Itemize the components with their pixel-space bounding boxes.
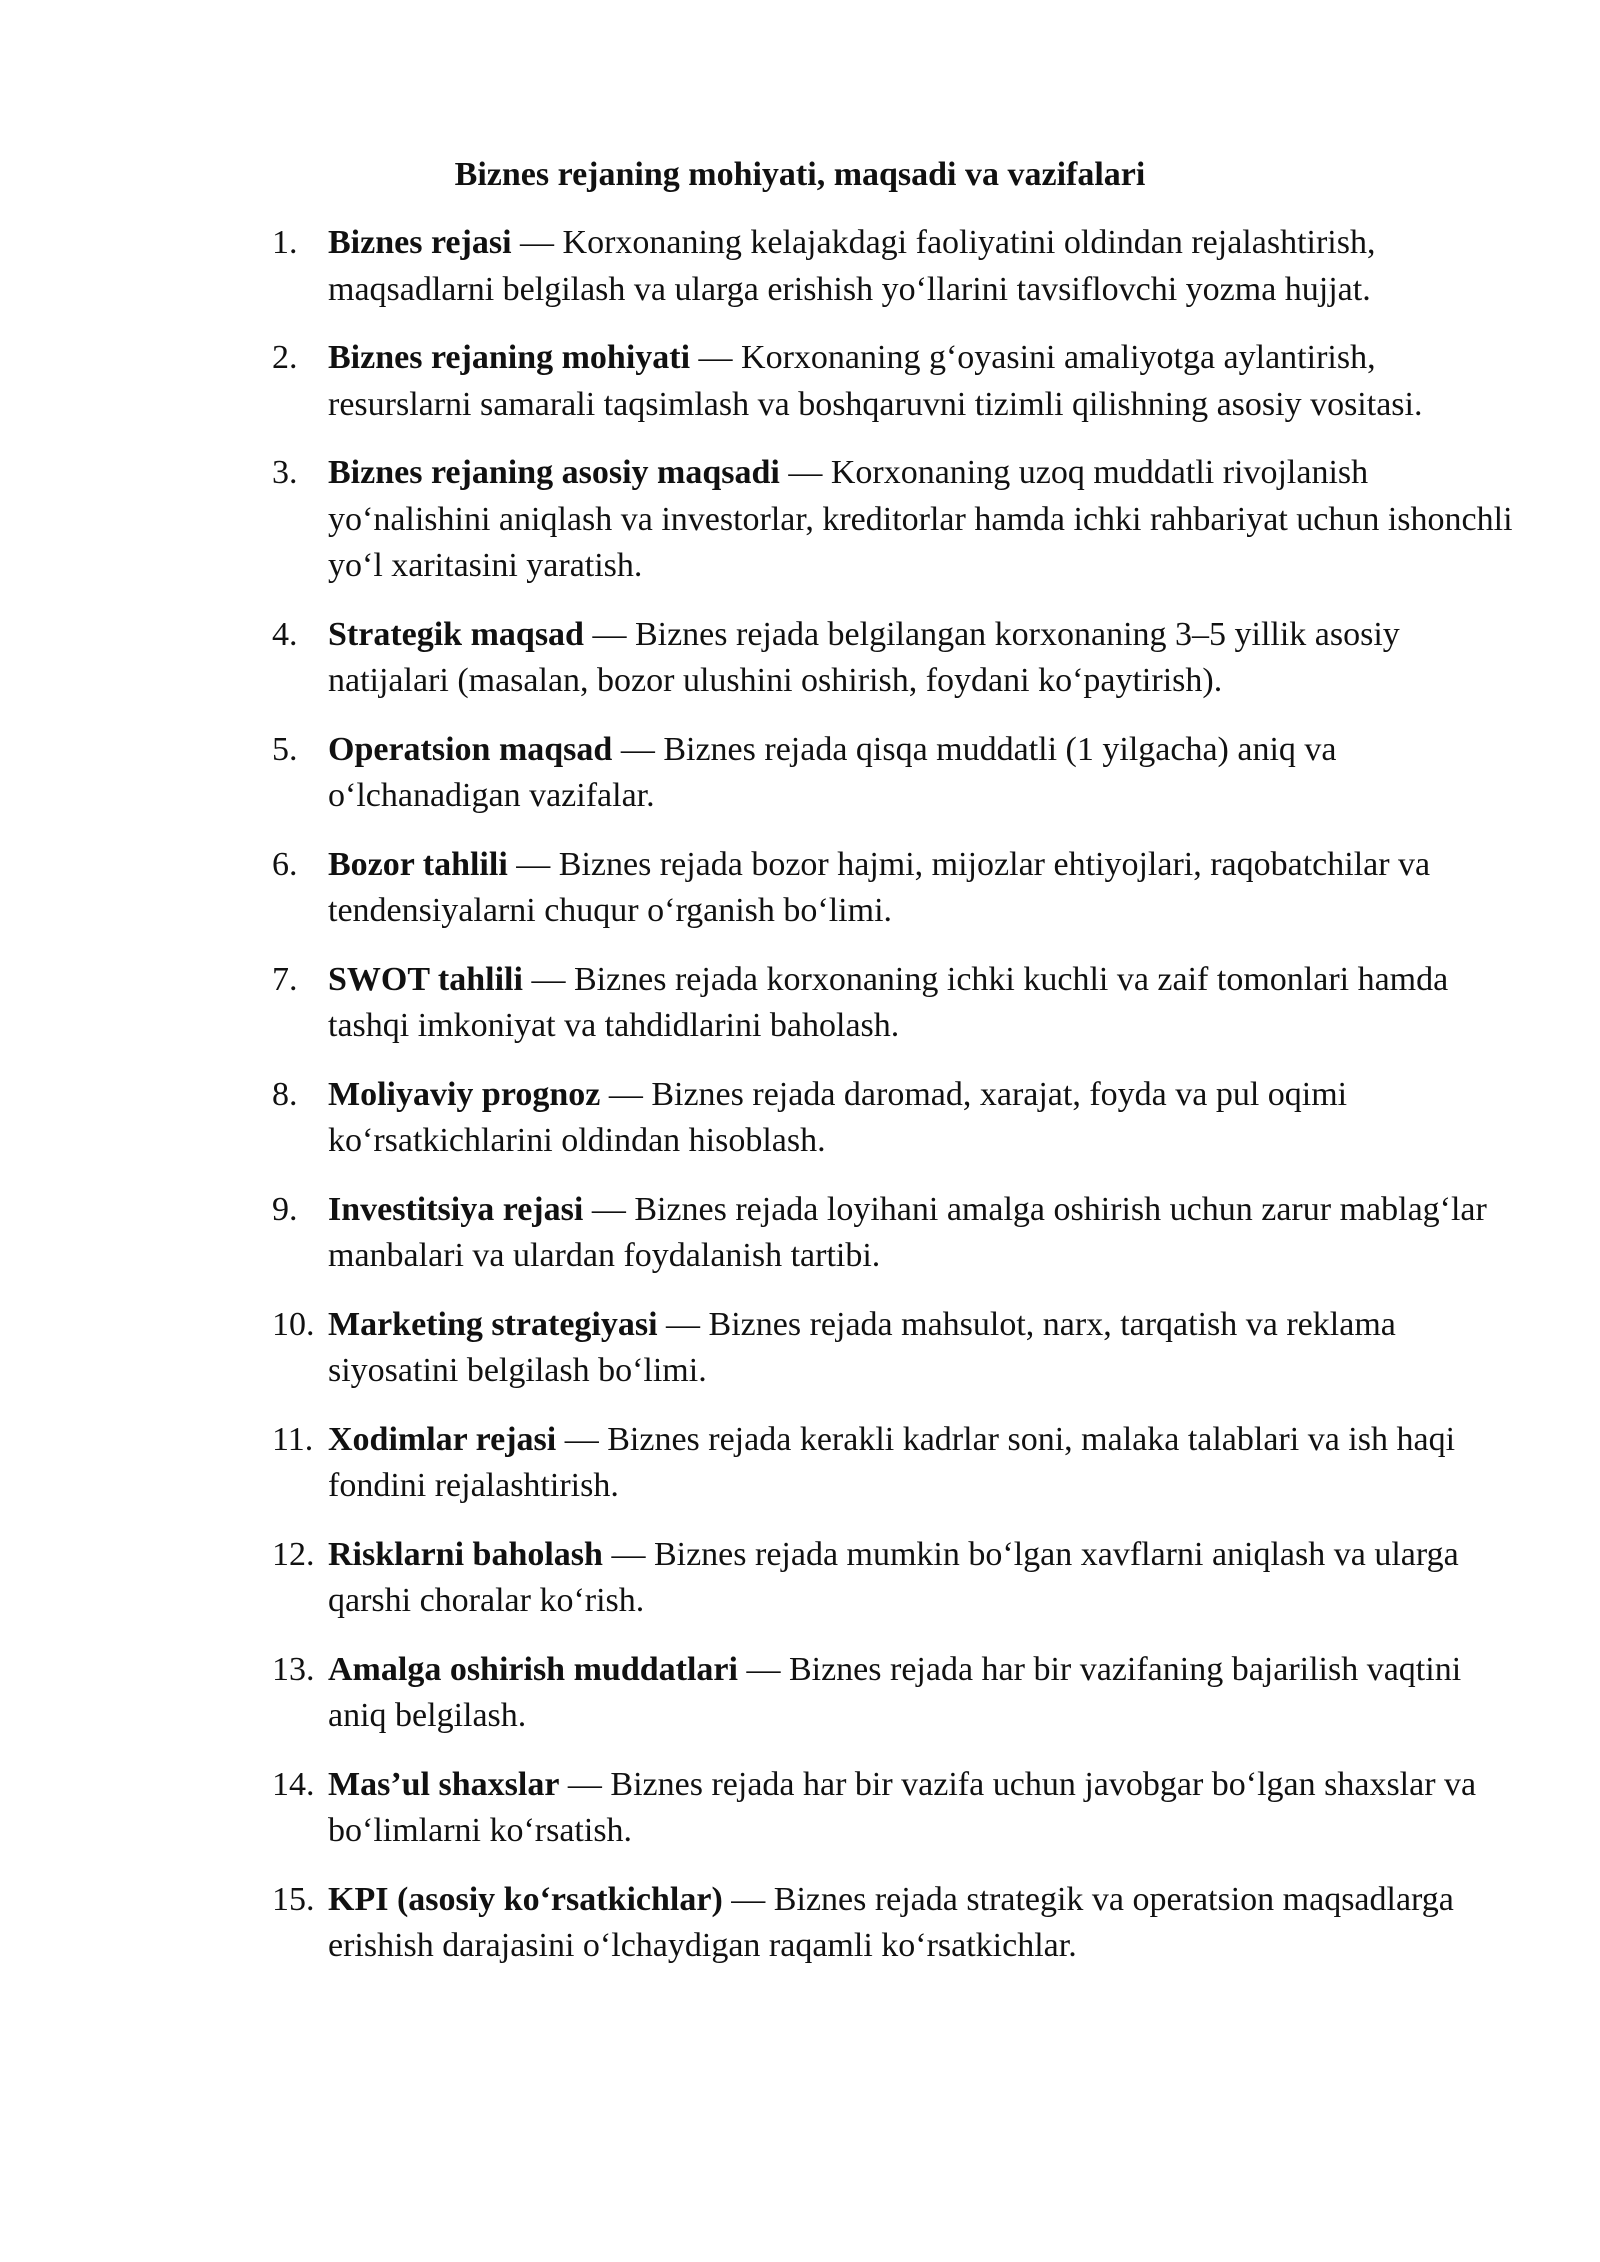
item-number: 12.: [272, 1535, 315, 1573]
item-definition: — Biznes rejada strategik va operatsion maqsadlarga erishish darajasini o‘lchaydigan raqamli ko‘rsatkichlar.: [328, 1880, 1454, 1964]
item-definition: — Biznes rejada har bir vazifaning bajarilish vaqtini aniq belgilash.: [328, 1650, 1462, 1734]
list-item: [272, 842, 1522, 935]
item-term: KPI (asosiy ko‘rsatkichlar): [328, 1880, 723, 1918]
list-item: [272, 1532, 1522, 1625]
item-number: 11.: [272, 1420, 314, 1458]
list-item: [272, 612, 1522, 705]
item-definition: — Biznes rejada mahsulot, narx, tarqatish va reklama siyosatini belgilash bo‘limi.: [328, 1305, 1396, 1389]
item-number: 9.: [272, 1190, 298, 1228]
list-item: [272, 335, 1522, 428]
document-title: Biznes rejaning mohiyati, maqsadi va vazifalari: [454, 156, 1146, 193]
item-definition: — Biznes rejada loyihani amalga oshirish uchun zarur mablag‘lar manbalari va ulardan foydalanish tartibi.: [328, 1190, 1487, 1274]
item-number: 6.: [272, 845, 298, 883]
item-term: Investitsiya rejasi: [328, 1190, 584, 1228]
item-definition: — Biznes rejada kerakli kadrlar soni, malaka talablari va ish haqi fondini rejalashtirish.: [328, 1420, 1456, 1504]
item-term: Biznes rejaning mohiyati: [328, 339, 691, 376]
item-term: Mas’ul shaxslar: [328, 1765, 560, 1803]
item-definition: — Biznes rejada mumkin bo‘lgan xavflarni aniqlash va ularga qarshi choralar ko‘rish.: [328, 1535, 1459, 1619]
item-number: 1.: [272, 224, 298, 261]
item-term: Moliyaviy prognoz: [328, 1075, 601, 1113]
item-definition: — Biznes rejada belgilangan korxonaning 3–5 yillik asosiy natijalari (masalan, bozor ulushini oshirish, foydani ko‘paytirish).: [328, 615, 1400, 699]
item-term: Marketing strategiyasi: [328, 1305, 658, 1343]
list-item: [272, 1877, 1522, 1970]
item-definition: — Biznes rejada daromad, xarajat, foyda va pul oqimi ko‘rsatkichlarini oldindan hisoblash.: [328, 1075, 1348, 1159]
item-definition: — Biznes rejada korxonaning ichki kuchli va zaif tomonlari hamda tashqi imkoniyat va tahdidlarini baholash.: [328, 960, 1449, 1044]
item-term: SWOT tahlili: [328, 960, 523, 998]
item-number: 2.: [272, 339, 298, 376]
item-definition: — Korxonaning kelajakdagi faoliyatini oldindan rejalashtirish, maqsadlarni belgilash va ularga erishish yo‘llarini tavsiflovchi yozma hujjat.: [328, 224, 1376, 308]
item-definition: — Biznes rejada qisqa muddatli (1 yilgacha) aniq va o‘lchanadigan vazifalar.: [328, 730, 1337, 814]
list-item: [272, 1762, 1522, 1855]
item-term: Strategik maqsad: [328, 615, 584, 653]
item-number: 5.: [272, 730, 298, 768]
item-number: 13.: [272, 1650, 315, 1688]
item-term: Amalga oshirish muddatlari: [328, 1650, 738, 1688]
item-term: Biznes rejaning asosiy maqsadi: [328, 454, 780, 491]
list-item: [272, 957, 1522, 1050]
item-number: 15.: [272, 1880, 315, 1918]
item-definition: — Biznes rejada har bir vazifa uchun javobgar bo‘lgan shaxslar va bo‘limlarni ko‘rsatish.: [328, 1765, 1477, 1849]
item-definition: — Korxonaning uzoq muddatli rivojlanish yo‘nalishini aniqlash va investorlar, kreditorlar hamda ichki rahbariyat uchun ishonchli yo‘l xaritasini yaratish.: [328, 454, 1513, 584]
item-term: Biznes rejasi: [328, 224, 512, 261]
list-item: [272, 1072, 1522, 1165]
item-number: 7.: [272, 960, 298, 998]
list-item: [272, 1417, 1522, 1510]
list-item: [272, 450, 1522, 590]
item-number: 14.: [272, 1765, 315, 1803]
list-item: [272, 1647, 1522, 1740]
item-definition: — Korxonaning g‘oyasini amaliyotga aylantirish, resurslarni samarali taqsimlash va boshqaruvni tizimli qilishning asosiy vositasi.: [328, 339, 1423, 423]
item-term: Risklarni baholash: [328, 1535, 603, 1573]
item-definition: — Biznes rejada bozor hajmi, mijozlar ehtiyojlari, raqobatchilar va tendensiyalarni chuqur o‘rganish bo‘limi.: [328, 845, 1431, 929]
item-term: Operatsion maqsad: [328, 730, 613, 768]
item-number: 3.: [272, 454, 298, 491]
list-item: [272, 1302, 1522, 1395]
item-number: 10.: [272, 1305, 315, 1343]
item-number: 8.: [272, 1075, 298, 1113]
item-term: Xodimlar rejasi: [328, 1420, 557, 1458]
list-item: [272, 727, 1522, 820]
list-item: [272, 220, 1522, 313]
list-item: [272, 1187, 1522, 1280]
item-number: 4.: [272, 615, 298, 653]
item-term: Bozor tahlili: [328, 845, 508, 883]
definitions-list: [272, 220, 1522, 1992]
